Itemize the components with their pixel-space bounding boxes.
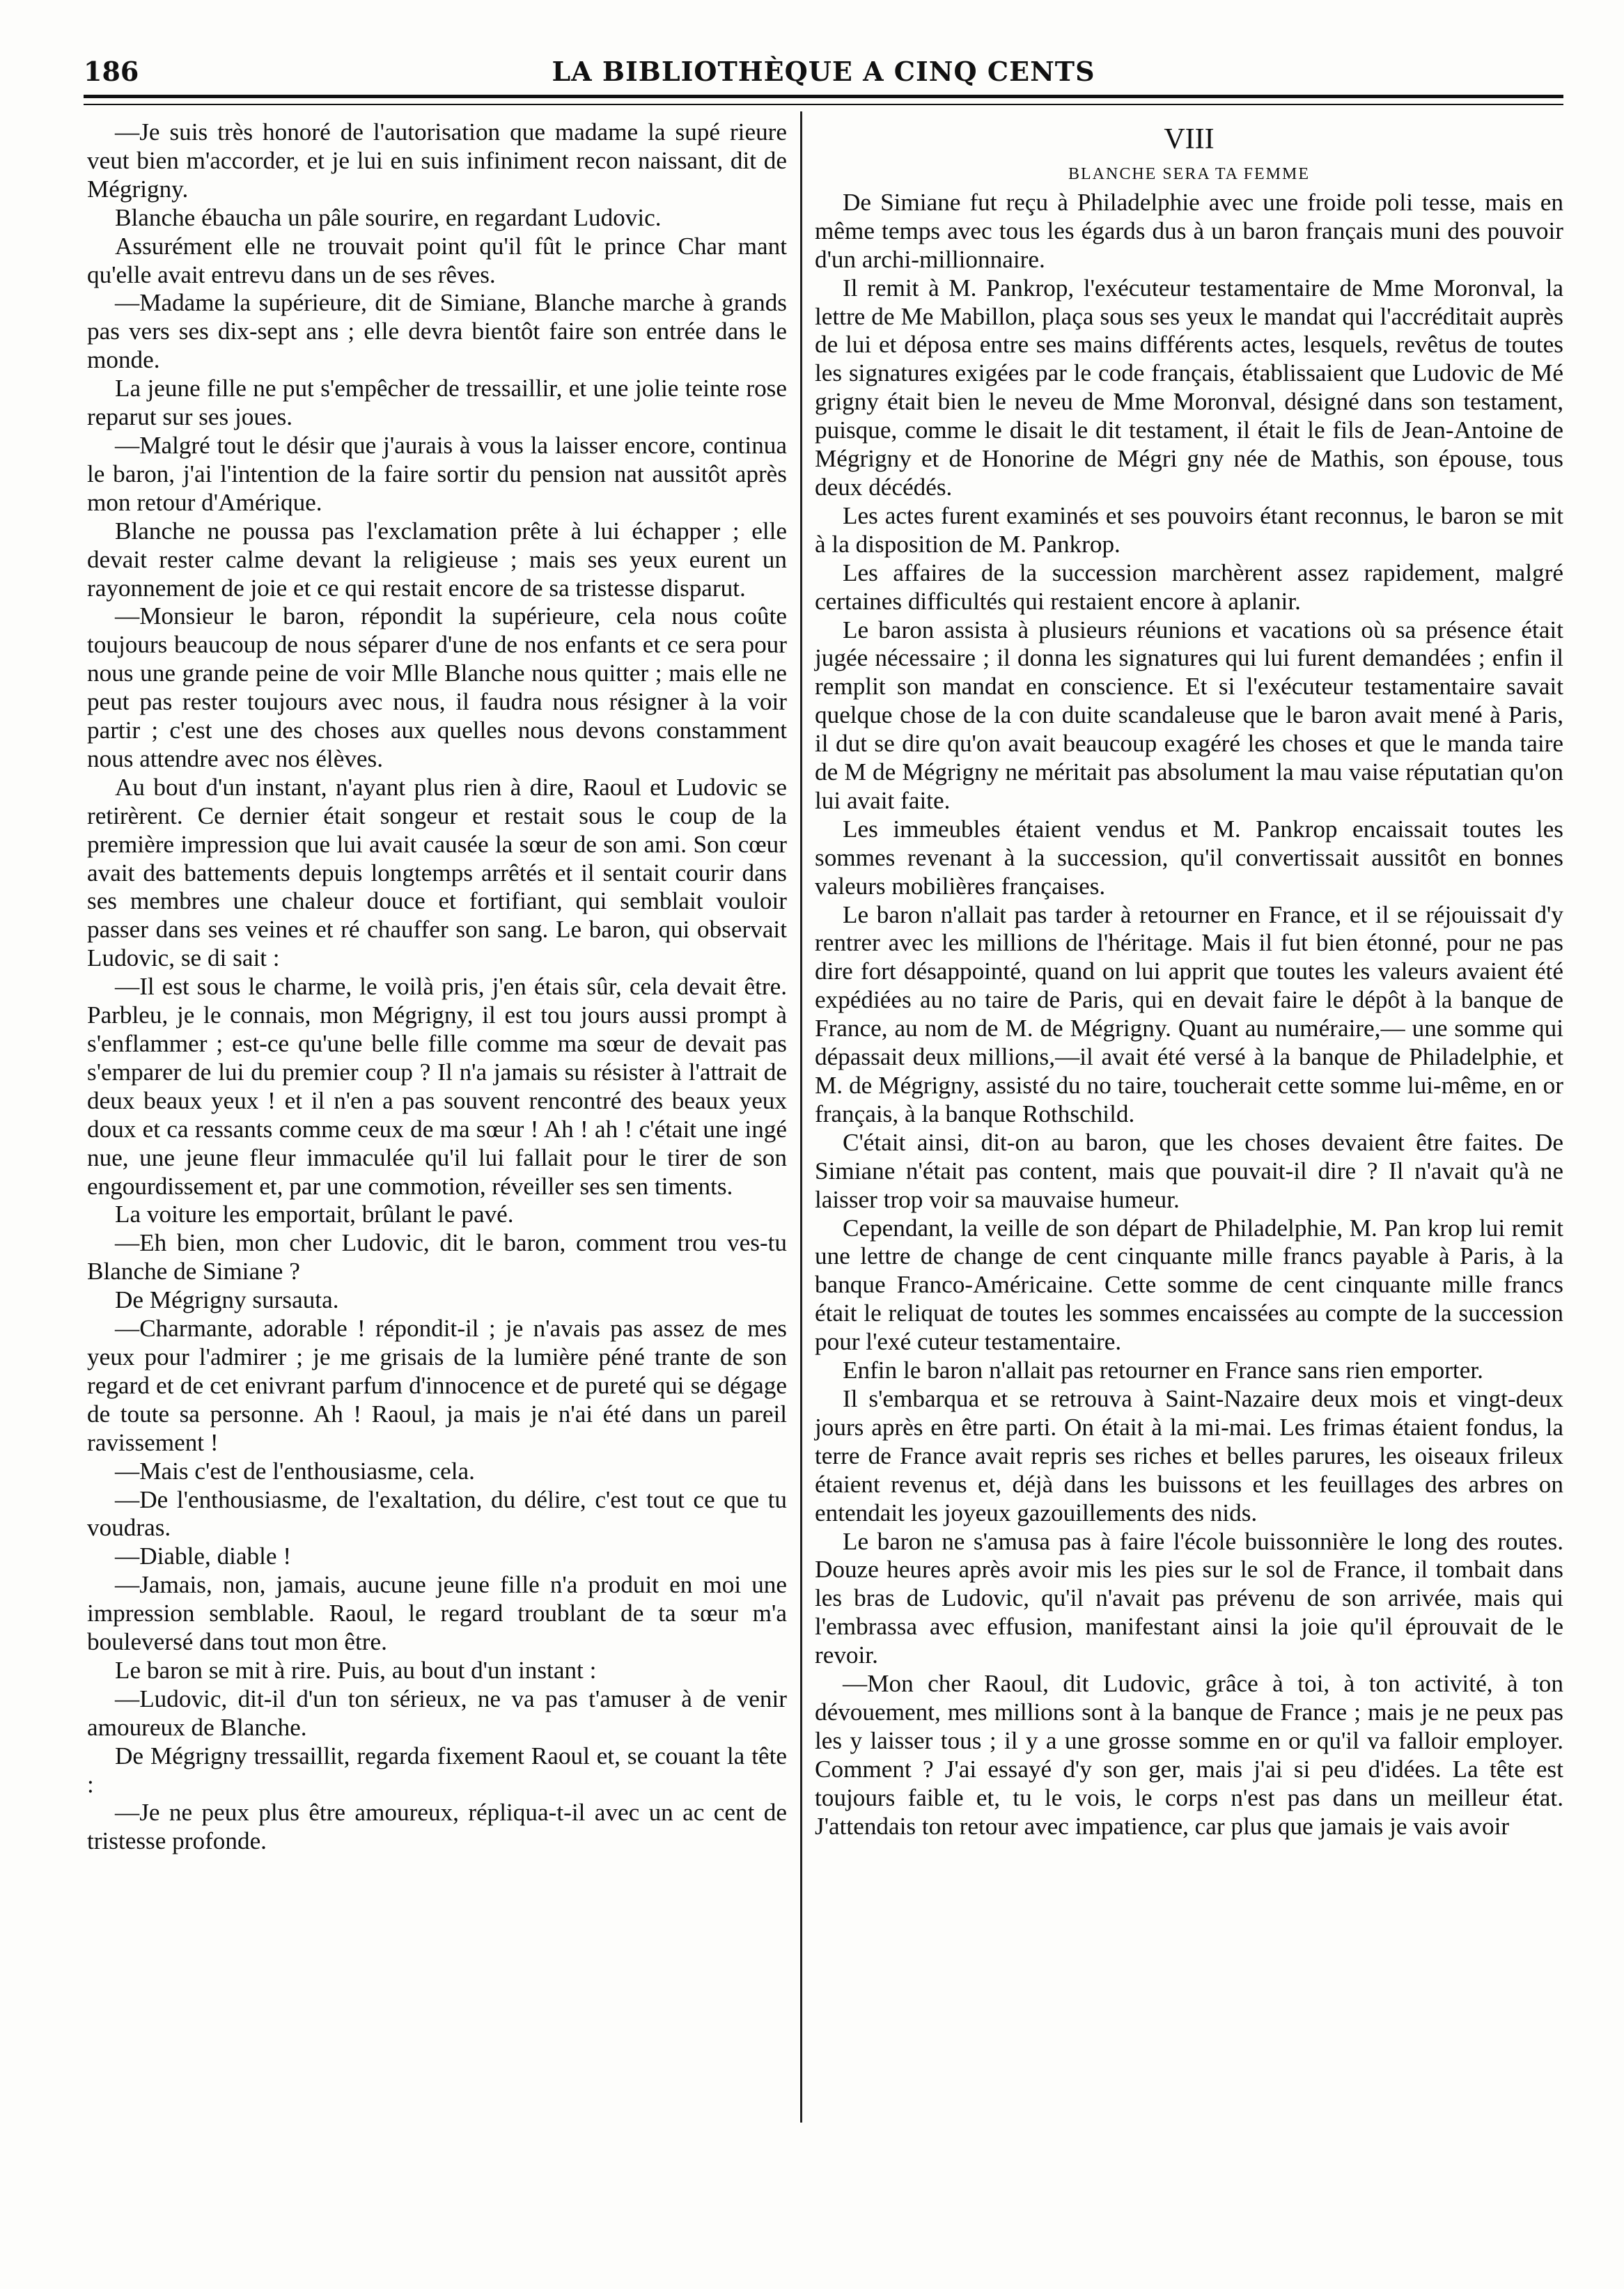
running-title: LA BIBLIOTHÈQUE A CINQ CENTS bbox=[552, 56, 1095, 87]
left-column bbox=[87, 118, 787, 1856]
paragraph: —Ludovic, dit-il d'un ton sérieux, ne va pas t'amuser à de venir amoureux de Blanche. bbox=[87, 1685, 787, 1741]
paragraph: La voiture les emportait, brûlant le pavé. bbox=[115, 1201, 514, 1228]
paragraph: Les actes furent examinés et ses pouvoirs étant reconnus, le baron se mit à la disposition de M. Pankrop. bbox=[815, 501, 1563, 558]
paragraph: Le baron assista à plusieurs réunions et vacations où sa présence était jugée nécessaire ; il donna les signatures qui lui furent demandées ; enfin il remplit son mandat en conscience. Et si l'exécuteur testamentaire savait quelque chose de la con duite scandaleuse que le baron avait mené à Paris, il dut se dire qu'on avait beaucoup exagéré les choses et que le manda taire de M de Mégrigny ne méritait pas absolument la mau vaise réputatian qu'on lui avait faite. bbox=[815, 616, 1563, 814]
running-header bbox=[84, 56, 1563, 97]
paragraph: —Mais c'est de l'enthousiasme, cela. bbox=[115, 1457, 475, 1485]
paragraph: Il s'embarqua et se retrouva à Saint-Nazaire deux mois et vingt-deux jours après en être parti. On était à la mi-mai. Les frimas étaient fondus, la terre de France avait repris ses riches et belles parures, les oiseaux frileux étaient revenus et, déjà dans les buissons et les feuillages des arbres on entendait les joyeux gazouillements des nids. bbox=[815, 1384, 1563, 1526]
right-column bbox=[815, 118, 1563, 1841]
paragraph: Cependant, la veille de son départ de Philadelphie, M. Pan krop lui remit une lettre de change de cent cinquante mille francs payable à Paris, à la banque Franco-Américaine. Cette somme de cent cinquante mille francs était le reliquat de toutes les sommes encaissées au compte de la succession pour l'exé cuteur testamentaire. bbox=[815, 1214, 1563, 1356]
chapter-title: BLANCHE SERA TA FEMME bbox=[1068, 165, 1310, 183]
paragraph: De Simiane fut reçu à Philadelphie avec une froide poli tesse, mais en même temps avec tous les égards dus à un baron français muni des pouvoir d'un archi-millionnaire. bbox=[815, 188, 1563, 273]
paragraph: Les affaires de la succession marchèrent assez rapidement, malgré certaines difficultés qui restaient encore à aplanir. bbox=[815, 558, 1563, 615]
paragraph: —Malgré tout le désir que j'aurais à vous la laisser encore, continua le baron, j'ai l'intention de la faire sortir du pension nat aussitôt après mon retour d'Amérique. bbox=[87, 431, 787, 516]
paragraph: —Eh bien, mon cher Ludovic, dit le baron, comment trou ves-tu Blanche de Simiane ? bbox=[87, 1229, 787, 1286]
paragraph: Le baron ne s'amusa pas à faire l'école buissonnière le long des routes. Douze heures après avoir mis les pies sur le sol de France, il tombait dans les bras de Ludovic, qu'il n'avait pas prévenu de son arrivée, mais qui l'embrassa avec effusion, manifestant ainsi la joie qu'il éprouvait de le revoir. bbox=[815, 1527, 1563, 1669]
header-rule-thin bbox=[84, 104, 1563, 105]
paragraph: De Mégrigny tressaillit, regarda fixement Raoul et, se couant la tête : bbox=[87, 1742, 787, 1798]
column-divider bbox=[800, 111, 802, 2123]
paragraph: Au bout d'un instant, n'ayant plus rien à dire, Raoul et Ludovic se retirèrent. Ce dernier était songeur et restait sous le coup de la première impression que lui avait causée la sœur de son ami. Son cœur avait des battements depuis longtemps arrêtés et il sentait courir dans ses membres une chaleur douce et fortifiant, qui semblait vouloir passer dans ses veines et ré chauffer son sang. Le baron, qui observait Ludovic, se di sait : bbox=[87, 773, 787, 972]
paragraph: —Madame la supérieure, dit de Simiane, Blanche marche à grands pas vers ses dix-sept ans ; elle devra bientôt faire son entrée dans le monde. bbox=[87, 289, 787, 374]
paragraph: —Charmante, adorable ! répondit-il ; je n'avais pas assez de mes yeux pour l'admirer ; je me grisais de la lumière péné trante de son regard et de cet enivrant parfum d'innocence et de pureté qui se dégage de toute sa personne. Ah ! Raoul, ja mais je n'ai été dans un pareil ravissement ! bbox=[87, 1315, 787, 1456]
header-rule-thick bbox=[84, 95, 1563, 98]
paragraph: Il remit à M. Pankrop, l'exécuteur testamentaire de Mme Moronval, la lettre de Me Mabillon, plaça sous ses yeux le mandat qui l'accréditait auprès de lui et déposa entre ses mains différents actes, lesquels, revêtus de toutes les signatures exigées par le code français, établissaient que Ludovic de Mé grigny était bien le neveu de Mme Moronval, désigné dans son testament, puisque, comme le disait le dit testament, il était le fils de Jean-Antoine de Mégrigny et de Honorine de Mégri gny née de Mathis, son épouse, tous deux décédés. bbox=[815, 274, 1563, 501]
chapter-number: VIII bbox=[1164, 123, 1215, 155]
paragraph: —De l'enthousiasme, de l'exaltation, du délire, c'est tout ce que tu voudras. bbox=[87, 1485, 787, 1542]
paragraph: —Je ne peux plus être amoureux, répliqua-t-il avec un ac cent de tristesse profonde. bbox=[87, 1799, 787, 1855]
paragraph: De Mégrigny sursauta. bbox=[115, 1286, 339, 1314]
paragraph: Enfin le baron n'allait pas retourner en France sans rien emporter. bbox=[843, 1357, 1483, 1384]
paragraph: —Il est sous le charme, le voilà pris, j'en étais sûr, cela devait être. Parbleu, je le connais, mon Mégrigny, il est tou jours aussi prompt à s'enflammer ; est-ce qu'une belle fille comme ma sœur de devait pas s'emparer de lui du premier coup ? Il n'a jamais su résister à l'attrait de deux beaux yeux ! et il n'en a pas souvent rencontré des beaux yeux doux et ca ressants comme ceux de ma sœur ! Ah ! ah ! c'était une ingé nue, une jeune fleur immaculée qu'il lui fallait pour le tirer de son engourdissement et, par une commotion, réveiller ses sen timents. bbox=[87, 973, 787, 1200]
page-number: 186 bbox=[84, 56, 139, 87]
paragraph: Les immeubles étaient vendus et M. Pankrop encaissait toutes les sommes revenant à la succession, qu'il convertissait aussitôt en bonnes valeurs mobilières françaises. bbox=[815, 815, 1563, 900]
paragraph: —Mon cher Raoul, dit Ludovic, grâce à toi, à ton activité, à ton dévouement, mes millions sont à la banque de France ; mais je ne peux pas les y laisser tous ; il y a une grosse somme en or qu'il va falloir employer. Comment ? J'ai essayé d'y son ger, mais j'ai si peu d'idées. La tête est toujours faible et, tu le vois, le corps n'est pas dans un meilleur état. J'attendais ton retour avec impatience, car plus que jamais je vais avoir bbox=[815, 1670, 1563, 1840]
paragraph: —Je suis très honoré de l'autorisation que madame la supé rieure veut bien m'accorder, et je lui en suis infiniment recon naissant, dit de Mégrigny. bbox=[87, 118, 787, 203]
paragraph: —Diable, diable ! bbox=[115, 1542, 292, 1570]
paragraph: —Monsieur le baron, répondit la supérieure, cela nous coûte toujours beaucoup de nous séparer d'une de nos enfants et ce sera pour nous une grande peine de voir Mlle Blanche nous quitter ; mais elle ne peut pas rester toujours avec nous, il faudra nous résigner à la voir partir ; c'est une des choses aux quelles nous devons constamment nous attendre avec nos élèves. bbox=[87, 602, 787, 772]
paragraph: Le baron n'allait pas tarder à retourner en France, et il se réjouissait d'y rentrer avec les millions de l'héritage. Mais il fut bien étonné, pour ne pas dire fort désappointé, quand on lui apprit que toutes les valeurs avaient été expédiées au no taire de Paris, qui en devait faire le dépôt à la banque de France, au nom de M. de Mégrigny. Quant au numéraire,— une somme qui dépassait deux millions,—il avait été versé à la banque de Philadelphie, et M. de Mégrigny, assisté du no taire, toucherait cette somme lui-même, en or français, à la banque Rothschild. bbox=[815, 900, 1563, 1127]
paragraph: Blanche ne poussa pas l'exclamation prête à lui échapper ; elle devait rester calme devant la religieuse ; mais ses yeux eurent un rayonnement de joie et ce qui restait encore de sa tristesse disparut. bbox=[87, 517, 787, 602]
paragraph: Blanche ébaucha un pâle sourire, en regardant Ludovic. bbox=[115, 203, 662, 231]
paragraph: La jeune fille ne put s'empêcher de tressaillir, et une jolie teinte rose reparut sur ses joues. bbox=[87, 375, 787, 431]
paragraph: Assurément elle ne trouvait point qu'il fût le prince Char mant qu'elle avait entrevu dans un de ses rêves. bbox=[87, 232, 787, 288]
paragraph: Le baron se mit à rire. Puis, au bout d'un instant : bbox=[115, 1656, 597, 1684]
paragraph: —Jamais, non, jamais, aucune jeune fille n'a produit en moi une impression semblable. Raoul, le regard troublant de ta sœur m'a bouleversé dans tout mon être. bbox=[87, 1571, 787, 1656]
paragraph: C'était ainsi, dit-on au baron, que les choses devaient être faites. De Simiane n'était pas content, mais que pouvait-il dire ? Il n'avait qu'à ne laisser trop voir sa mauvaise humeur. bbox=[815, 1128, 1563, 1213]
